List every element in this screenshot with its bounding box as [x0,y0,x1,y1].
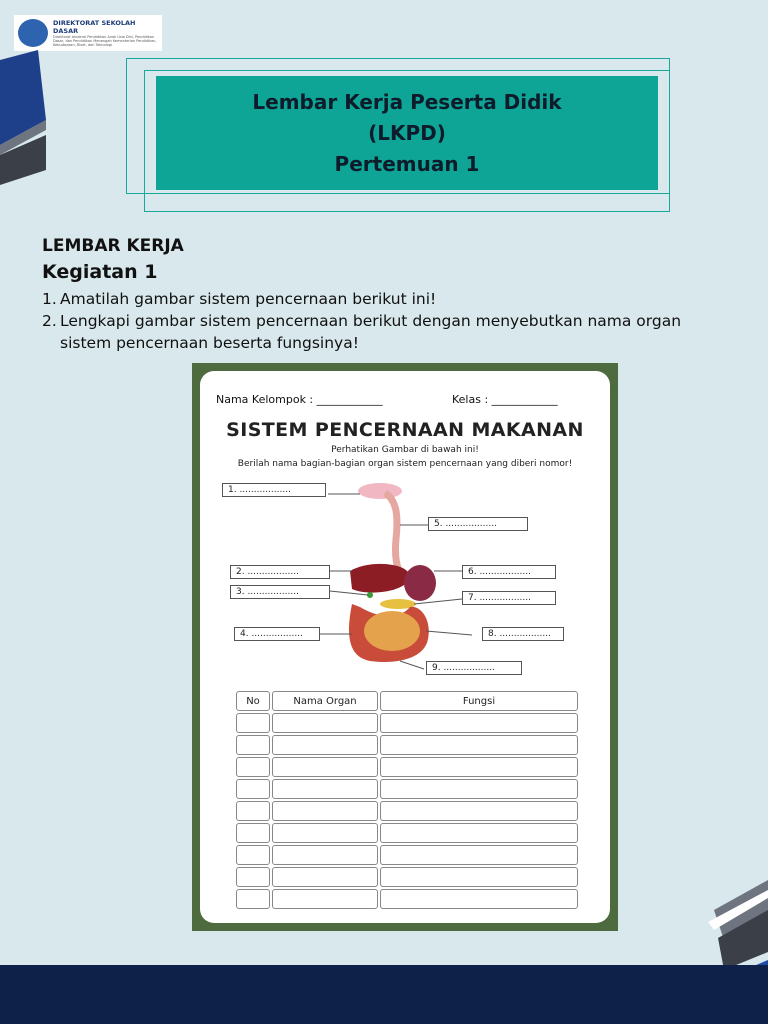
class-field: Kelas : ____________ [452,393,558,406]
table-cell[interactable] [236,801,270,821]
table-cell[interactable] [380,845,578,865]
small-intestine-shape [364,611,420,651]
banner-line-3: Pertemuan 1 [334,151,480,176]
organ-label-5: 5. .................. [428,517,528,531]
table-cell[interactable] [272,889,378,909]
section-title: LEMBAR KERJA [42,236,184,256]
table-row [236,889,578,909]
instruction-number: 1. [42,290,57,308]
digestive-system-illustration [200,479,610,679]
table-row [236,735,578,755]
table-row [236,801,578,821]
table-row [236,757,578,777]
column-header-function: Fungsi [380,691,578,711]
worksheet-instruction-1: Perhatikan Gambar di bawah ini! [331,445,479,455]
liver-shape [350,564,410,593]
organ-label-3: 3. .................. [230,585,330,599]
table-cell[interactable] [272,801,378,821]
logo-subtitle: Direktorat Jenderal Pendidikan Anak Usia Dini, Pendidikan Dasar, dan Pendidikan Menengah Kementerian Pendidikan, Kebudayaan, Riset, dan Teknologi [53,34,157,48]
esophagus-shape [385,493,400,574]
table-cell[interactable] [236,779,270,799]
table-cell[interactable] [380,801,578,821]
table-cell[interactable] [272,757,378,777]
banner-line-1: Lembar Kerja Peserta Didik [252,89,562,114]
organ-label-1: 1. .................. [222,483,326,497]
table-cell[interactable] [272,779,378,799]
table-row [236,713,578,733]
worksheet-page [200,371,610,923]
instruction-text: Lengkapi gambar sistem pencernaan berikut dengan menyebutkan nama organ sistem pencernaan beserta fungsinya! [60,312,682,352]
instruction-item [42,310,722,354]
table-row [236,867,578,887]
activity-title: Kegiatan 1 [42,261,158,283]
instruction-text: Amatilah gambar sistem pencernaan berikut ini! [60,290,437,308]
logo-title: DIREKTORAT SEKOLAH DASAR [53,18,136,35]
table-cell[interactable] [272,867,378,887]
column-header-no: No [236,691,270,711]
stomach-shape [404,565,436,601]
table-row [236,779,578,799]
pointer-line [400,661,424,669]
table-cell[interactable] [272,713,378,733]
group-name-field: Nama Kelompok : ____________ [216,393,383,406]
instruction-item [42,288,722,310]
table-row [236,845,578,865]
footer-bar [0,965,768,1024]
decorative-left-shape [0,50,46,185]
table-cell[interactable] [380,867,578,887]
organ-label-9: 9. .................. [426,661,522,675]
table-cell[interactable] [236,713,270,733]
organ-label-7: 7. .................. [462,591,556,605]
table-cell[interactable] [380,779,578,799]
organ-label-6: 6. .................. [462,565,556,579]
organ-label-4: 4. .................. [234,627,320,641]
table-cell[interactable] [236,889,270,909]
banner-line-2: (LKPD) [368,120,446,145]
directorate-logo [14,15,162,51]
table-cell[interactable] [236,823,270,843]
table-cell[interactable] [380,823,578,843]
table-cell[interactable] [380,889,578,909]
table-cell[interactable] [272,823,378,843]
organ-label-8: 8. .................. [482,627,564,641]
instructions [42,288,722,354]
organ-label-2: 2. .................. [230,565,330,579]
organ-function-table [234,689,580,911]
table-cell[interactable] [236,845,270,865]
table-cell[interactable] [272,735,378,755]
pointer-line [426,631,472,635]
table-cell[interactable] [236,735,270,755]
table-row [236,823,578,843]
tut-wuri-handayani-emblem [18,19,48,47]
table-cell[interactable] [380,757,578,777]
worksheet-instruction-2: Berilah nama bagian-bagian organ sistem pencernaan yang diberi nomor! [237,459,573,469]
table-cell[interactable] [380,735,578,755]
mouth-shape [358,483,402,499]
table-cell[interactable] [272,845,378,865]
worksheet-title: SISTEM PENCERNAAN MAKANAN [226,419,584,441]
table-cell[interactable] [236,867,270,887]
worksheet-frame [192,363,618,931]
title-banner [156,76,658,190]
table-cell[interactable] [236,757,270,777]
table-cell[interactable] [380,713,578,733]
instruction-number: 2. [42,312,57,330]
column-header-organ-name: Nama Organ [272,691,378,711]
